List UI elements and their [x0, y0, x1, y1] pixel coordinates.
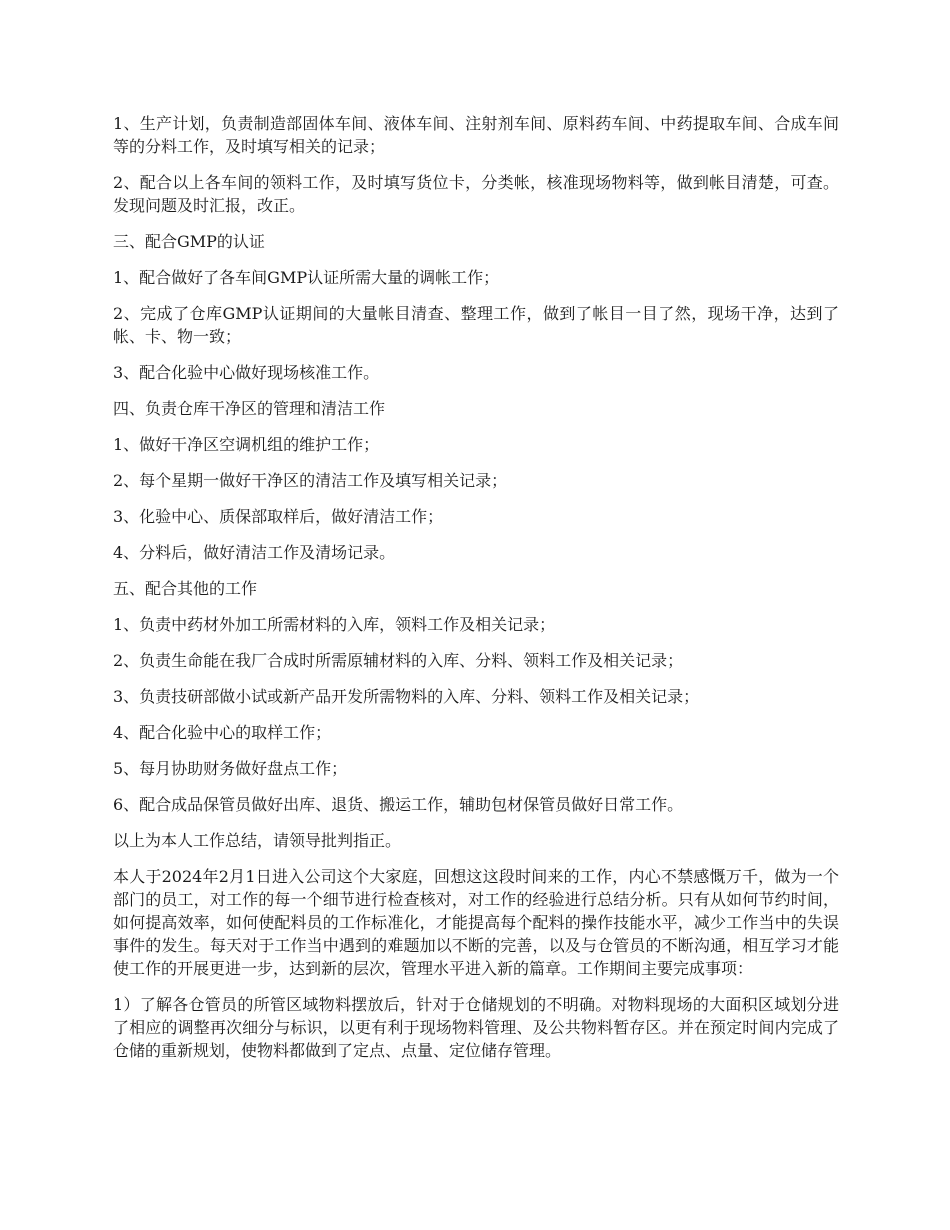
heading-clean-area: 四、负责仓库干净区的管理和清洁工作 — [113, 399, 386, 418]
paragraph-clean-item-2: 2、每个星期一做好干净区的清洁工作及填写相关记录； — [113, 471, 508, 490]
paragraph-clean-item-1: 1、做好干净区空调机组的维护工作； — [113, 435, 380, 454]
heading-other-work: 五、配合其他的工作 — [113, 579, 258, 598]
paragraph-other-item-4: 4、配合化验中心的取样工作； — [113, 723, 332, 742]
paragraph-other-item-5: 5、每月协助财务做好盘点工作； — [113, 759, 348, 778]
heading-gmp-certification: 三、配合GMP的认证 — [113, 232, 265, 251]
paragraph-other-item-2: 2、负责生命能在我厂合成时所需原辅材料的入库、分料、领料工作及相关记录； — [113, 651, 684, 670]
paragraph-production-plan: 1、生产计划，负责制造部固体车间、液体车间、注射剂车间、原料药车间、中药提取车间、合成车间等的分料工作，及时填写相关的记录； — [113, 114, 839, 156]
paragraph-gmp-item-1: 1、配合做好了各车间GMP认证所需大量的调帐工作； — [113, 268, 500, 287]
paragraph-material-issue: 2、配合以上各车间的领料工作，及时填写货位卡，分类帐，核准现场物料等，做到帐目清楚，可查。发现问题及时汇报，改正。 — [113, 173, 839, 215]
paragraph-other-item-1: 1、负责中药材外加工所需材料的入库，领料工作及相关记录； — [113, 615, 556, 634]
paragraph-gmp-item-3: 3、配合化验中心做好现场核准工作。 — [113, 363, 380, 382]
document-body — [113, 112, 839, 1075]
paragraph-introduction: 本人于2024年2月1日进入公司这个大家庭，回想这这段时间来的工作，内心不禁感慨万千，做为一个部门的员工，对工作的每一个细节进行检查核对，对工作的经验进行总结分析。只有从如何节约时间，如何提高效率，如何使配料员的工作标准化，才能提高每个配料的操作技能水平，减少工作当中的失误事件的发生。每天对于工作当中遇到的难题加以不断的完善，以及与仓管员的不断沟通，相互学习才能使工作的开展更进一步，达到新的层次，管理水平进入新的篇章。工作期间主要完成事项： — [113, 867, 839, 978]
paragraph-gmp-item-2: 2、完成了仓库GMP认证期间的大量帐目清查、整理工作，做到了帐目一目了然，现场干净，达到了帐、卡、物一致； — [113, 304, 839, 346]
paragraph-summary-closing: 以上为本人工作总结，请领导批判指正。 — [113, 831, 402, 850]
paragraph-other-item-3: 3、负责技研部做小试或新产品开发所需物料的入库、分料、领料工作及相关记录； — [113, 687, 700, 706]
paragraph-clean-item-3: 3、化验中心、质保部取样后，做好清洁工作； — [113, 507, 444, 526]
paragraph-other-item-6: 6、配合成品保管员做好出库、退货、搬运工作，辅助包材保管员做好日常工作。 — [113, 795, 684, 814]
paragraph-clean-item-4: 4、分料后，做好清洁工作及清场记录。 — [113, 543, 396, 562]
paragraph-task-1: 1）了解各仓管员的所管区域物料摆放后，针对于仓储规划的不明确。对物料现场的大面积区域划分进了相应的调整再次细分与标识，以更有利于现场物料管理、及公共物料暂存区。并在预定时间内完成了仓储的重新规划，使物料都做到了定点、点量、定位储存管理。 — [113, 995, 839, 1060]
